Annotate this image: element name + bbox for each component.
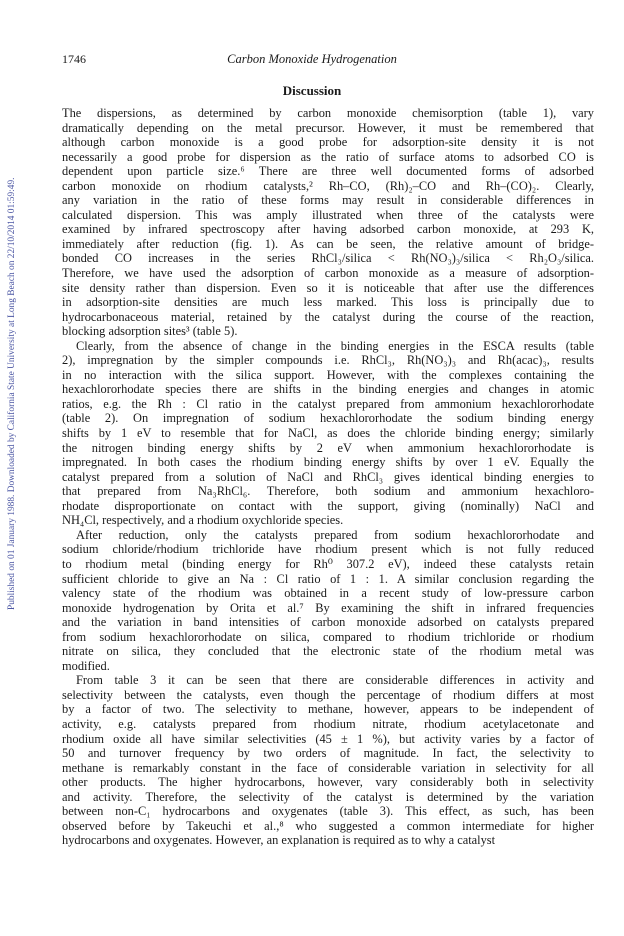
paragraph [62, 528, 594, 673]
text-line: dependent upon particle size.⁶ There are three well documented forms of adsorbed [62, 164, 594, 179]
text-line: activity, e.g. catalysts prepared from rhodium nitrate, rhodium acetylacetonate and [62, 716, 594, 731]
text-line: bonded CO increases in the series RhCl₃/silica < Rh(NO₃)₃/silica < Rh₂O₃/silica. [62, 251, 594, 266]
text-line: from sodium hexachlororhodate on silica, compared to rhodium trichloride or rhodium [62, 629, 594, 644]
text-line: monoxide hydrogenation by Orita et al.⁷ By examining the shift in infrared frequencies [62, 600, 594, 615]
text-line: methane is remarkably constant in the face of considerable variation in selectivity for all [62, 760, 594, 775]
text-line: examined by infrared spectroscopy after having adsorbed carbon monoxide, at 293 K, [62, 222, 594, 237]
text-line: From table 3 it can be seen that there are considerable differences in activity and [76, 673, 594, 688]
text-line: dramatically depending on the metal precursor. However, it must be remembered that [62, 120, 594, 135]
text-line: Clearly, from the absence of change in the binding energies in the ESCA results (table [76, 338, 594, 353]
text-line: ratios, e.g. the Rh : Cl ratio in the catalyst prepared from ammonium hexachlororhodate [62, 396, 594, 411]
text-line: calculated dispersion. This was amply illustrated when three of the catalysts were [62, 207, 594, 222]
text-line: shifts by 1 eV to resemble that for NaCl, as does the chloride binding energy; similarly [62, 426, 594, 441]
text-line: nitrate on silica, they concluded that the electronic state of the rhodium metal was [62, 644, 594, 659]
text-line: rhodium oxide all have similar selectivities (45 ± 1 %), but activity varies by a factor of [62, 731, 594, 746]
text-line: NH₄Cl, respectively, and a rhodium oxychloride species. [62, 513, 344, 528]
text-line: by a factor of two. The selectivity to methane, however, appears to be independent of [62, 702, 594, 717]
text-line: blocking adsorption sites³ (table 5). [62, 324, 238, 339]
text-line: 50 and turnover frequency by two orders of magnitude. In fact, the selectivity to [62, 746, 594, 761]
section-heading: Discussion [282, 83, 342, 98]
text-line: hydrocarbonaceous material, retained by the catalyst during the course of the reaction, [62, 309, 594, 324]
text-line: immediately after reduction (fig. 1). As can be seen, the relative amount of bridge- [62, 236, 594, 251]
text-line: carbon monoxide on rhodium catalysts,² Rh–CO, (Rh)₂–CO and Rh–(CO)₂. Clearly, [62, 178, 594, 193]
text-line: sufficient chloride to give an Na : Cl ratio of 1 : 1. A similar conclusion regarding the [62, 571, 594, 586]
text-line: other products. The higher hydrocarbons, however, vary considerably both in selectivity [62, 775, 594, 790]
text-line: Therefore, we have used the adsorption of carbon monoxide as a measure of adsorption- [62, 266, 594, 281]
download-stamp [7, 100, 19, 610]
text-line: that prepared from Na₃RhCl₆. Therefore, both sodium and ammonium hexachloro- [62, 484, 594, 499]
text-line: modified. [62, 658, 110, 673]
text-line: to rhodium metal (binding energy for Rh⁰ 307.2 eV), indeed these catalysts retain [62, 556, 594, 571]
text-line: although carbon monoxide is a good probe for adsorption-site density it is not [62, 135, 594, 150]
paragraph [62, 106, 594, 339]
text-line: hexachlororhodate species there are shifts in the binding energies and changes in atomic [62, 382, 594, 397]
text-line: any variation in the ratio of these forms may result in considerable differences in [62, 193, 594, 208]
text-line: rhodate disproportionate on contact with the support, giving (nominally) NaCl and [62, 498, 594, 513]
article-body [62, 106, 594, 848]
text-line: site density rather than dispersion. Even so it is noticeable that after use the differences [62, 280, 594, 295]
text-line: necessarily a good probe for dispersion as the ratio of surface atoms to adsorbed CO is [62, 149, 594, 164]
text-line: and the variation in band intensities of carbon monoxide adsorbed on catalysts prepared [62, 615, 594, 630]
text-line: (table 2). On impregnation of sodium hexachlororhodate the sodium binding energy [62, 411, 594, 426]
text-line: and activity. Therefore, the selectivity of the catalyst is determined by the variation [62, 789, 594, 804]
text-line: in adsorption-site densities are much less marked. This loss is principally due to [62, 295, 594, 310]
text-line: hydrocarbons and oxygenates. However, an explanation is required as to why a catalyst [62, 833, 496, 848]
page-number: 1746 [62, 52, 86, 66]
paragraph [62, 339, 594, 528]
text-line: sodium chloride/rhodium trichloride have rhodium present which is not fully reduced [62, 542, 594, 557]
running-title: Carbon Monoxide Hydrogenation [227, 52, 397, 66]
text-line: catalyst prepared from a solution of NaCl and RhCl₃ gives identical binding energies to [62, 469, 594, 484]
text-line: valency state of the rhodium was obtained in a recent study of low-pressure carbon [62, 586, 594, 601]
text-line: observed before by Takeuchi et al.,⁸ who suggested a common intermediate for higher [62, 818, 594, 833]
text-line: impregnated. In both cases the rhodium binding energy shifts by over 1 eV. Equally the [62, 455, 594, 470]
text-line: in no interaction with the silica support. However, with the complexes containing the [62, 367, 594, 382]
text-line: selectivity between the catalysts, even though the percentage of rhodium differs at most [62, 687, 594, 702]
download-stamp-text: Published on 01 January 1988. Downloaded by California State University at Long Beach on 22/10/2014 01:59:49. [7, 177, 17, 610]
text-line: the nitrogen binding energy shifts by 2 eV when ammonium hexachlororhodate is [62, 440, 594, 455]
paragraph [62, 673, 594, 848]
text-line: The dispersions, as determined by carbon monoxide chemisorption (table 1), vary [62, 106, 594, 120]
text-line: After reduction, only the catalysts prepared from sodium hexachlororhodate and [76, 527, 594, 542]
text-line: 2), impregnation by the simpler compounds i.e. RhCl₃, Rh(NO₃)₃ and Rh(acac)₃, results [62, 353, 594, 368]
text-line: between non-C₁ hydrocarbons and oxygenates (table 3). This effect, as such, has been [62, 804, 594, 819]
